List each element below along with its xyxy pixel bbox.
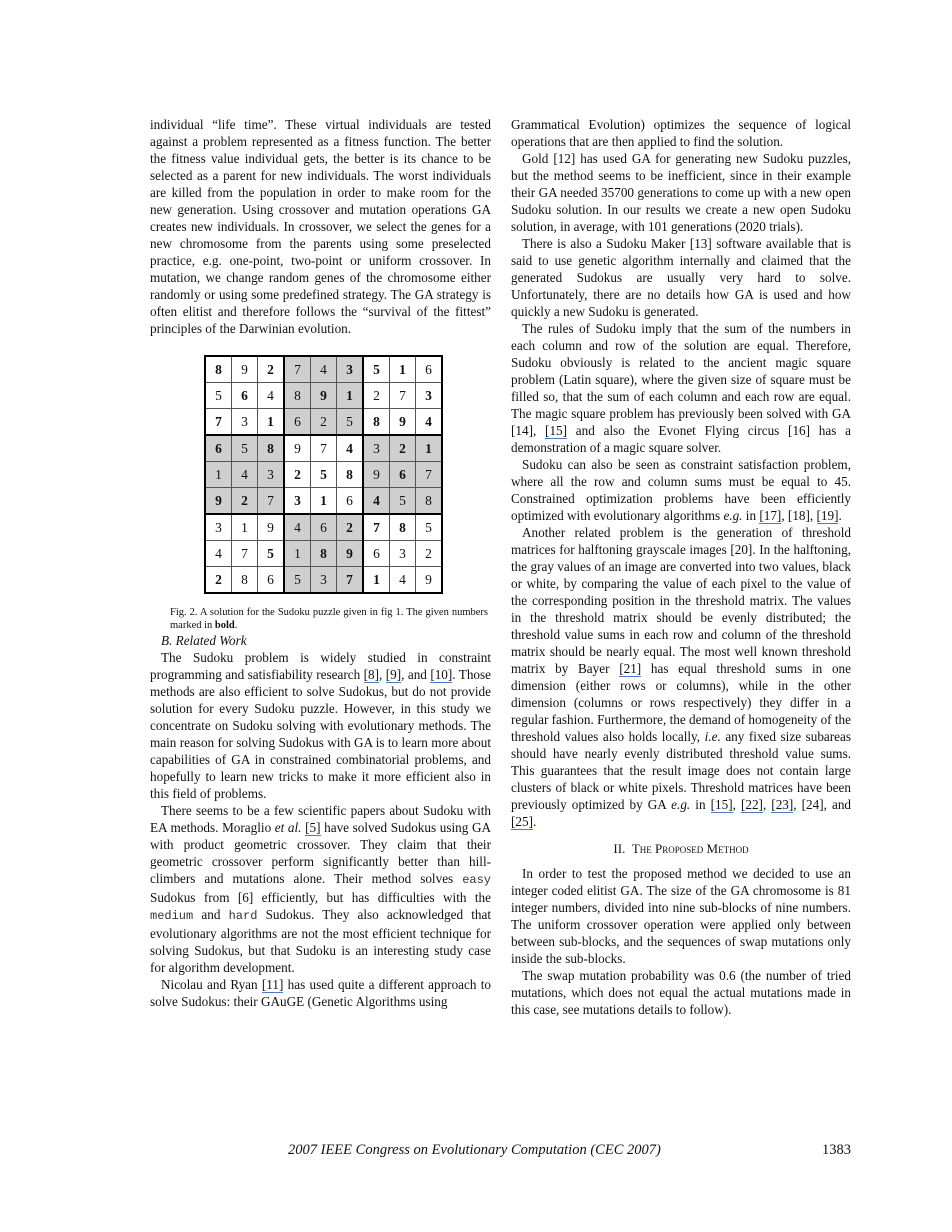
sudoku-cell: 6 (232, 383, 258, 409)
sudoku-cell: 7 (416, 462, 443, 488)
sudoku-cell: 2 (232, 488, 258, 515)
text: Sudokus from [6] efficiently, but has difficulties with the (150, 890, 491, 905)
sudoku-cell: 4 (363, 488, 390, 515)
sudoku-cell: 3 (258, 462, 285, 488)
italic-text: et al. (274, 820, 302, 835)
text: in (742, 508, 760, 523)
sudoku-cell: 1 (311, 488, 337, 515)
sudoku-cell: 5 (205, 383, 232, 409)
sudoku-cell: 2 (311, 409, 337, 436)
sudoku-cell: 5 (258, 541, 285, 567)
mono-text: medium (150, 909, 194, 923)
right-column (511, 116, 851, 1018)
sudoku-cell: 2 (284, 462, 311, 488)
sudoku-cell: 7 (311, 435, 337, 462)
text: Nicolau and Ryan (161, 977, 262, 992)
sudoku-cell: 9 (416, 567, 443, 594)
sudoku-cell: 8 (284, 383, 311, 409)
sudoku-cell: 4 (311, 356, 337, 383)
citation-link[interactable]: [5] (305, 820, 321, 835)
sudoku-row (205, 435, 442, 462)
paragraph (150, 802, 491, 976)
sudoku-cell: 5 (311, 462, 337, 488)
sudoku-cell: 3 (390, 541, 416, 567)
text: and (193, 907, 229, 922)
section-heading (511, 840, 851, 857)
sudoku-cell: 7 (284, 356, 311, 383)
citation-link[interactable]: [15] (710, 797, 733, 812)
text: The rules of Sudoku imply that the sum of the numbers in each column and row of the solution are equal. Therefore, Sudoku obviously is related to the ancient magic square problem (Latin square), where the given size of square must be filled so, that the sum of each column and each row are equal. The magic square problem has previously been solved with GA [14], (511, 321, 851, 438)
text: , [24], and (793, 797, 852, 812)
text: has equal threshold sums in one dimension (either rows or columns), while in the other dimension (columns or rows respectively) they differ in a regular fashion. Furthermore, the demand of homogeneity of the threshold values also holds locally, (511, 661, 851, 744)
subsection-heading: B. Related Work (161, 633, 247, 648)
sudoku-cell: 8 (232, 567, 258, 594)
text: , and (401, 667, 431, 682)
paragraph (150, 649, 491, 802)
sudoku-cell: 2 (258, 356, 285, 383)
paragraph: Grammatical Evolution) optimizes the sequence of logical operations that are then applied to find the solution. (511, 117, 851, 149)
sudoku-cell: 3 (232, 409, 258, 436)
section-number: II. (613, 841, 626, 856)
sudoku-cell: 7 (258, 488, 285, 515)
citation-link[interactable]: [25] (511, 814, 533, 829)
citation-link[interactable]: [22] (740, 797, 763, 812)
sudoku-cell: 9 (205, 488, 232, 515)
sudoku-cell: 1 (337, 383, 364, 409)
sudoku-cell: 1 (258, 409, 285, 436)
paragraph: Gold [12] has used GA for generating new Sudoku puzzles, but the method seems to be inefficient, since in their example their GA needed 35700 generations to come up with a new open Sudoku solution. In our results we create a new open Sudoku solution, in average, with 101 generations (2020 trials). (511, 151, 851, 234)
sudoku-cell: 9 (284, 435, 311, 462)
caption-text: Fig. 2. A solution for the Sudoku puzzle given in fig 1. The given numbers marked in (170, 607, 488, 631)
sudoku-cell: 3 (311, 567, 337, 594)
sudoku-cell: 6 (258, 567, 285, 594)
sudoku-cell: 4 (258, 383, 285, 409)
citation-link[interactable]: [8] (363, 667, 380, 682)
paragraph (511, 320, 851, 456)
sudoku-cell: 1 (416, 435, 443, 462)
sudoku-cell: 3 (416, 383, 443, 409)
sudoku-cell: 4 (416, 409, 443, 436)
sudoku-cell: 2 (416, 541, 443, 567)
sudoku-cell: 6 (390, 462, 416, 488)
left-column (150, 116, 491, 1010)
text: has used quite a different approach to solve Sudokus: their GAuGE (Genetic Algorithms using (150, 977, 491, 1009)
sudoku-cell: 6 (311, 514, 337, 541)
sudoku-cell: 8 (390, 514, 416, 541)
citation-link[interactable]: [10] (430, 667, 453, 682)
sudoku-cell: 5 (416, 514, 443, 541)
paragraph: individual “life time”. These virtual individuals are tested against a problem represented as a fitness function. The better the fitness value individual gets, the better is its chance to be selected as a parent for new individuals. The worst individuals are killed from the population in order to make room for the new generation. Using crossover and mutation operations GA creates new individuals. In crossover, we select the genes for a new chromosome from the parents using some preselected practice, e.g. one-point, two-point or uniform crossover. In mutation, we change random genes of the chromosome either randomly or using some predefined strategy. The GA strategy is often elitist and therefore follows the “survival of the fittest” principles of the Darwinian evolution. (150, 117, 491, 336)
sudoku-cell: 6 (416, 356, 443, 383)
paragraph (511, 524, 851, 830)
text: Another related problem is the generation of threshold matrices for halftoning grayscale images [20]. In the halftoning, the gray values of an image are converted into two values, black or white, by comparing the value of each pixel to the value of the corresponding position in the threshold matrix. The values in the threshold matrix should be evenly distributed; the threshold value sums in each row and column of the threshold matrix should be nearly equal. The most well known threshold matrix by Bayer (511, 525, 851, 676)
text: , (732, 797, 741, 812)
paragraph: There is also a Sudoku Maker [13] software available that is said to use genetic algorithm internally and claimed that the generated Sudokus are usually very hard to solve. Unfortunately, there are no details how GA is used and how quickly a new Sudoku is generated. (511, 236, 851, 319)
text: The Sudoku problem is widely studied in constraint programming and satisfiability research (150, 650, 491, 682)
sudoku-cell: 2 (363, 383, 390, 409)
sudoku-cell: 8 (205, 356, 232, 383)
sudoku-cell: 5 (284, 567, 311, 594)
text: There seems to be a few scientific papers about Sudoku with EA methods. Moraglio (150, 803, 491, 835)
sudoku-row (205, 488, 442, 515)
citation-link[interactable]: [9] (385, 667, 402, 682)
sudoku-row (205, 514, 442, 541)
sudoku-cell: 7 (205, 409, 232, 436)
sudoku-cell: 1 (390, 356, 416, 383)
sudoku-row (205, 462, 442, 488)
text: in (690, 797, 711, 812)
text: have solved Sudokus using GA with product geometric crossover. They claim that their geometric crossover perform significantly better than hill-climbers and mutations alone. Their method solves (150, 820, 491, 886)
sudoku-cell: 8 (337, 462, 364, 488)
sudoku-cell: 9 (258, 514, 285, 541)
sudoku-cell: 4 (205, 541, 232, 567)
conference-name: 2007 IEEE Congress on Evolutionary Computation (CEC 2007) (288, 1142, 661, 1158)
text: , [18], (781, 508, 817, 523)
sudoku-row (205, 383, 442, 409)
sudoku-cell: 9 (232, 356, 258, 383)
mono-text: hard (228, 909, 258, 923)
sudoku-cell: 7 (337, 567, 364, 594)
sudoku-cell: 9 (363, 462, 390, 488)
sudoku-cell: 3 (205, 514, 232, 541)
sudoku-cell: 9 (311, 383, 337, 409)
sudoku-cell: 9 (337, 541, 364, 567)
citation-link[interactable]: [21] (619, 661, 642, 676)
sudoku-row (205, 356, 442, 383)
sudoku-cell: 4 (337, 435, 364, 462)
text: . Those methods are also efficient to solve Sudokus, but do not provide solution for every Sudoku puzzle. However, in this study we concentrate on Sudoku solving with evolutionary methods. The main reason for solving Sudokus with GA is to learn more about capabilities of GA in constrained combinatorial problems, and hopefully to learn new tricks to make it more efficient also in this field of problems. (150, 667, 492, 801)
sudoku-cell: 8 (311, 541, 337, 567)
sudoku-figure (204, 355, 491, 594)
sudoku-row (205, 567, 442, 594)
section-title: The Proposed Method (631, 841, 749, 856)
text: and also the Evonet Flying circus [16] has a demonstration of a magic square solver. (511, 423, 851, 455)
sudoku-cell: 8 (363, 409, 390, 436)
sudoku-cell: 8 (258, 435, 285, 462)
citation-link[interactable]: [19] (816, 508, 839, 523)
italic-text: e.g. (671, 797, 691, 812)
sudoku-cell: 7 (232, 541, 258, 567)
text: Sudoku can also be seen as constraint satisfaction problem, where all the row and column sums must be equal to 45. Constrained optimization problems have been efficiently optimized with evolutionary algorithms (511, 457, 851, 523)
sudoku-cell: 5 (337, 409, 364, 436)
mono-text: easy (462, 873, 491, 887)
sudoku-grid (204, 355, 443, 594)
paragraph: The swap mutation probability was 0.6 (the number of tried mutations, which does not equal the actual mutations made in this case, see mutations details to follow). (511, 968, 851, 1017)
sudoku-row (205, 541, 442, 567)
sudoku-cell: 1 (205, 462, 232, 488)
sudoku-cell: 7 (390, 383, 416, 409)
text: Sudokus. They also acknowledged that evolutionary algorithms are not the most efficient technique for solving Sudokus, but that Sudoku is an interesting study case for algorithm development. (150, 907, 491, 975)
sudoku-cell: 2 (205, 567, 232, 594)
sudoku-cell: 4 (390, 567, 416, 594)
paragraph: In order to test the proposed method we decided to use an integer coded elitist GA. The size of the GA chromosome is 81 integer numbers, divided into nine sub-blocks of nine numbers. The uniform crossover operation were applied only between between sub-blocks, and the sequences of swap mutations only inside the sub-blocks. (511, 866, 851, 966)
caption-bold: bold (214, 620, 235, 631)
text: , (762, 797, 772, 812)
text: . (838, 508, 842, 523)
sudoku-cell: 4 (284, 514, 311, 541)
sudoku-cell: 3 (363, 435, 390, 462)
sudoku-cell: 1 (232, 514, 258, 541)
citation-link[interactable]: [11] (261, 977, 284, 992)
text: any fixed size subareas should have nearly evenly distributed threshold value sums. This guarantees that the result image does not contain large clusters of black or white pixels. Threshold matrices have been previously optimized by GA (511, 729, 852, 812)
sudoku-cell: 5 (363, 356, 390, 383)
citation-link[interactable]: [15] (545, 423, 568, 438)
citation-link[interactable]: [23] (771, 797, 794, 812)
sudoku-cell: 9 (390, 409, 416, 436)
sudoku-cell: 4 (232, 462, 258, 488)
sudoku-cell: 3 (337, 356, 364, 383)
sudoku-cell: 2 (390, 435, 416, 462)
figure-caption (170, 606, 488, 632)
sudoku-cell: 5 (390, 488, 416, 515)
sudoku-cell: 1 (363, 567, 390, 594)
sudoku-cell: 6 (205, 435, 232, 462)
sudoku-cell: 6 (363, 541, 390, 567)
sudoku-cell: 5 (232, 435, 258, 462)
text: , (379, 667, 386, 682)
text: . (532, 814, 537, 829)
sudoku-cell: 8 (416, 488, 443, 515)
sudoku-cell: 6 (337, 488, 364, 515)
citation-link[interactable]: [17] (759, 508, 782, 523)
sudoku-cell: 2 (337, 514, 364, 541)
sudoku-cell: 1 (284, 541, 311, 567)
sudoku-cell: 7 (363, 514, 390, 541)
italic-text: e.g. (723, 508, 743, 523)
caption-end: . (234, 620, 238, 631)
italic-text: i.e. (704, 729, 721, 744)
paragraph (150, 976, 491, 1010)
sudoku-cell: 3 (284, 488, 311, 515)
paragraph (511, 456, 851, 524)
sudoku-row (205, 409, 442, 436)
page-number: 1383 (822, 1142, 851, 1158)
sudoku-cell: 6 (284, 409, 311, 436)
